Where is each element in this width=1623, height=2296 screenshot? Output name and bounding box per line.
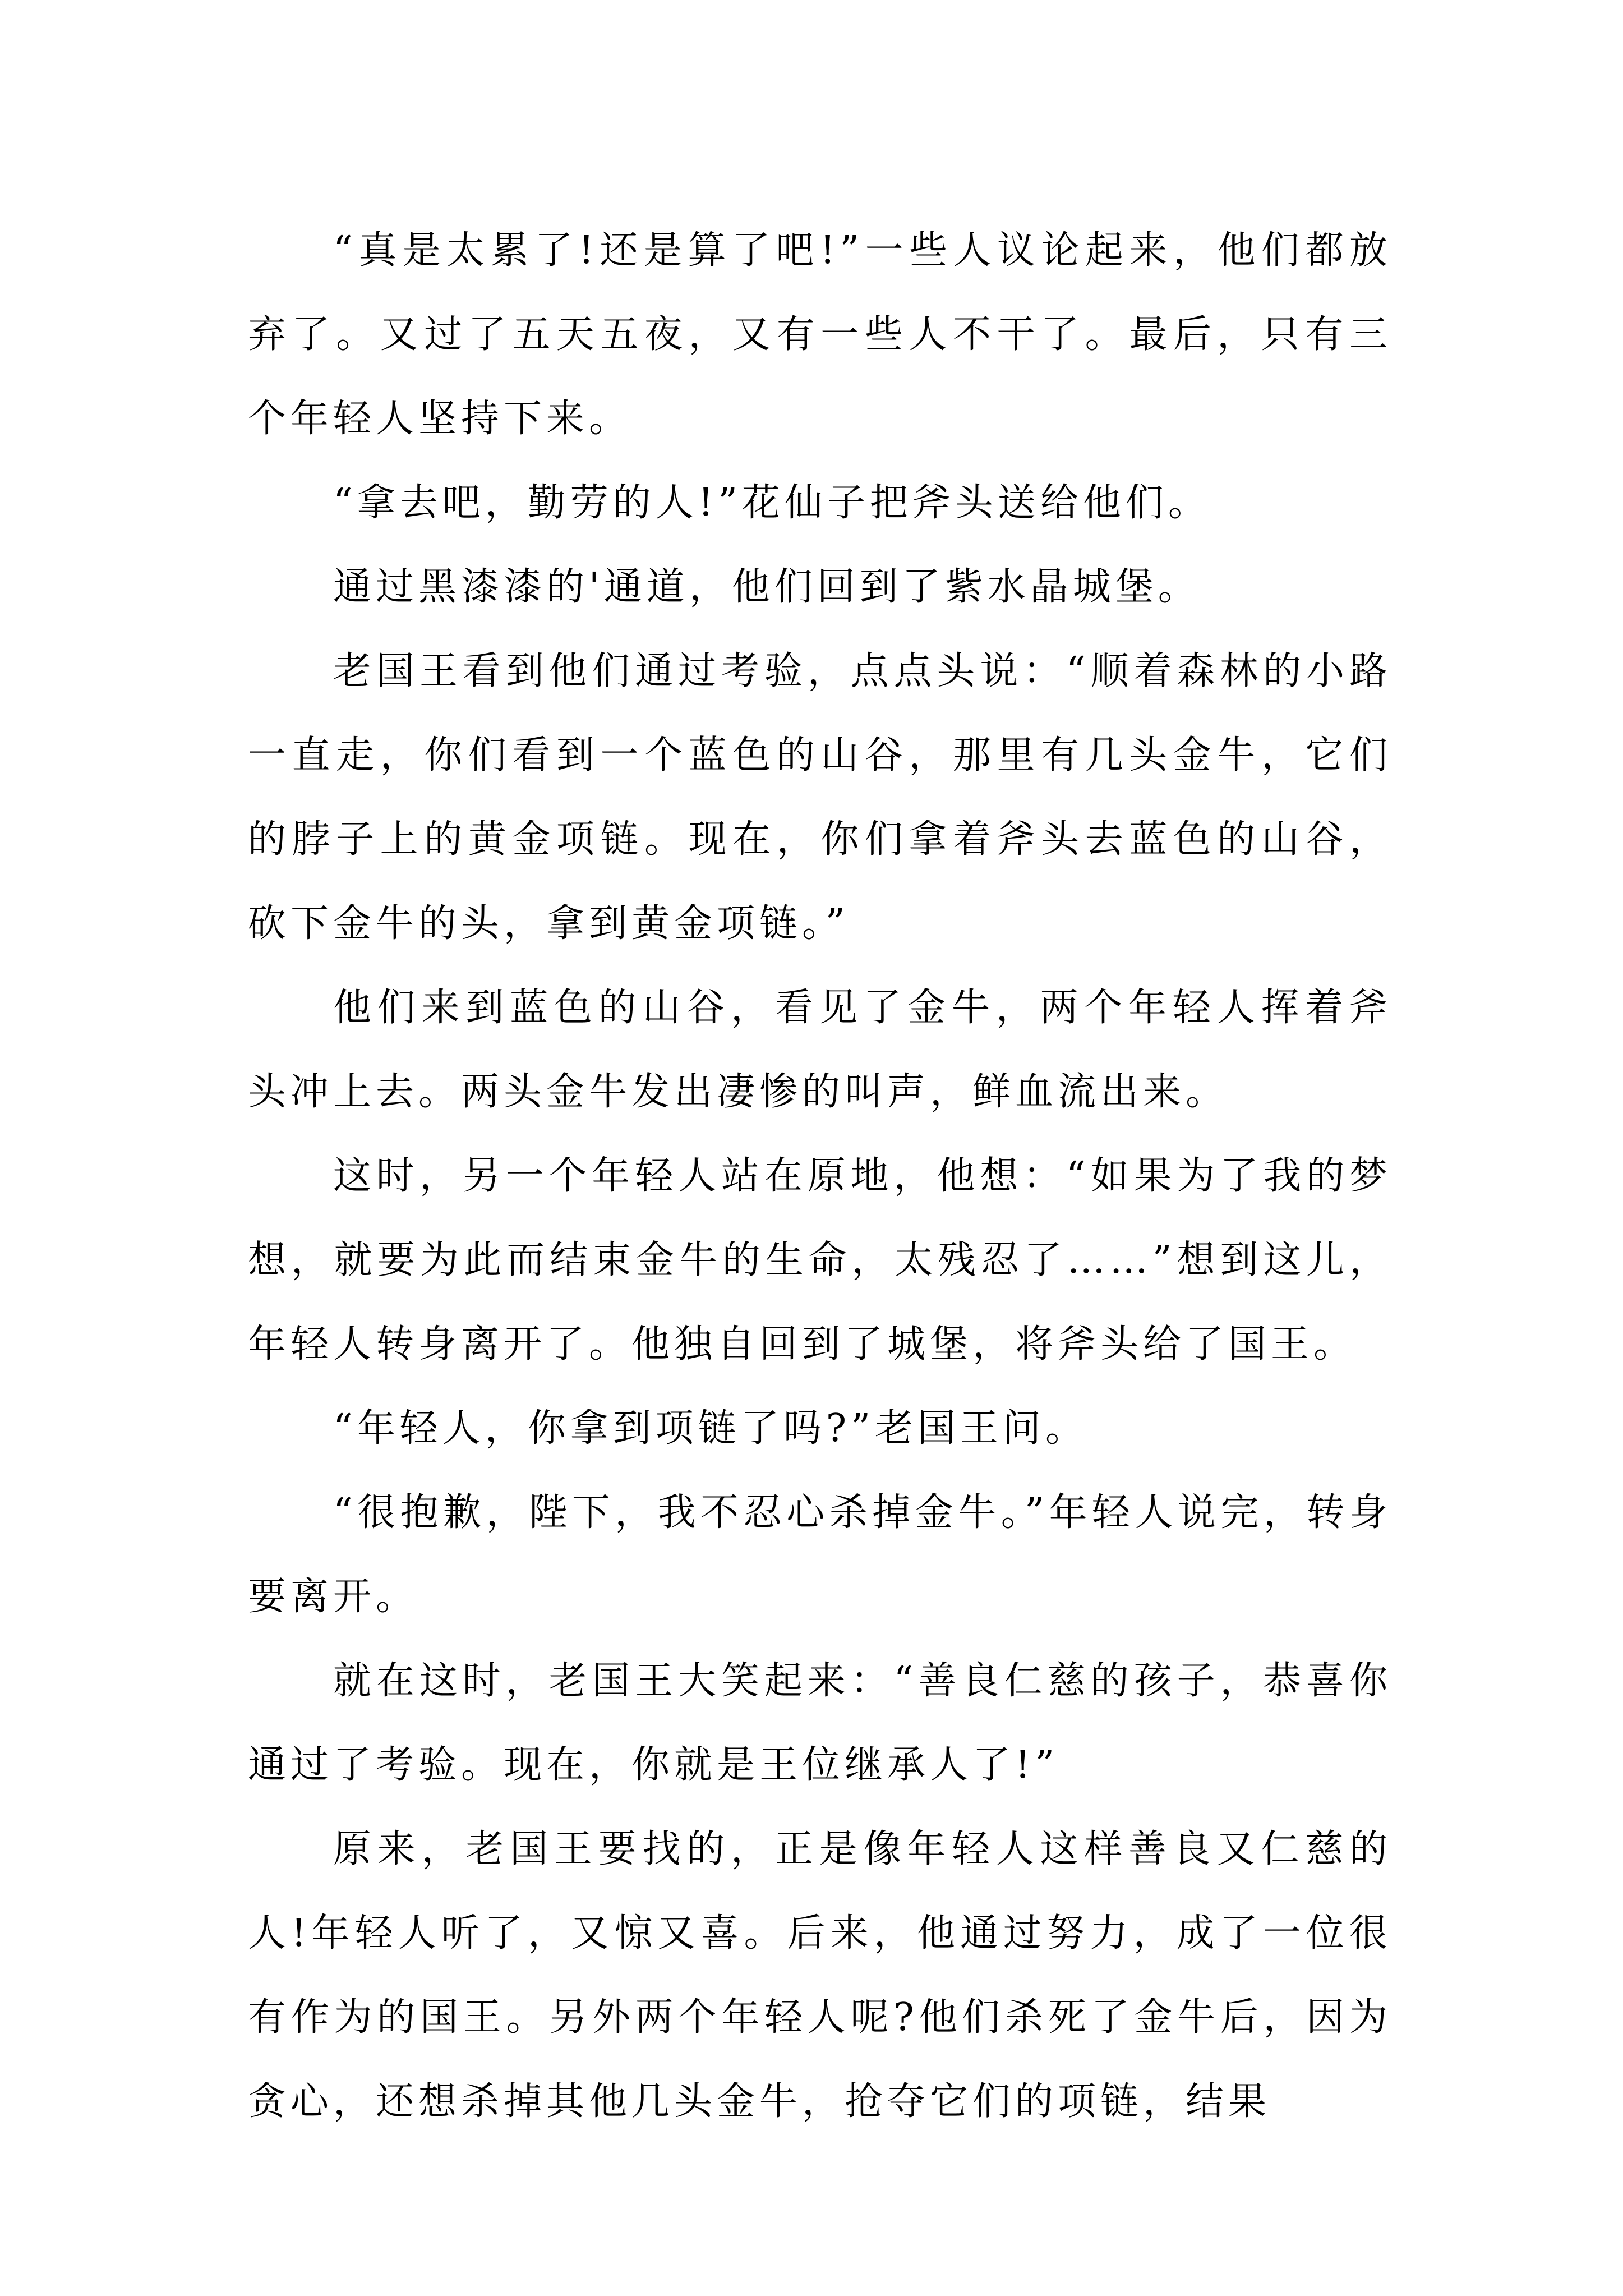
paragraph-1: “真是太累了!还是算了吧!”一些人议论起来，他们都放弃了。又过了五天五夜，又有一些人不干了。最后，只有三个年轻人坚持下来。 <box>248 228 1392 441</box>
paragraph-9: 就在这时，老国王大笑起来：“善良仁慈的孩子，恭喜你通过了考验。现在，你就是王位继承人了!” <box>248 1659 1392 1787</box>
paragraph-4: 老国王看到他们通过考验，点点头说：“顺着森林的小路一直走，你们看到一个蓝色的山谷，那里有几头金牛，它们的脖子上的黄金项链。现在，你们拿着斧头去蓝色的山谷，砍下金牛的头，拿到黄金项链。” <box>248 649 1392 946</box>
paragraph-7: “年轻人，你拿到项链了吗?”老国王问。 <box>333 1406 1088 1451</box>
paragraph-2: “拿去吧，勤劳的人!”花仙子把斧头送给他们。 <box>333 481 1211 525</box>
paragraph-3: 通过黑漆漆的'通道，他们回到了紫水晶城堡。 <box>333 565 1201 609</box>
story-text <box>248 209 1392 2144</box>
paragraph-10: 原来，老国王要找的，正是像年轻人这样善良又仁慈的人!年轻人听了，又惊又喜。后来，他通过努力，成了一位很有作为的国王。另外两个年轻人呢?他们杀死了金牛后，因为贪心，还想杀掉其他几头金牛，抢夺它们的项链，结果 <box>248 1827 1392 2124</box>
paragraph-6: 这时，另一个年轻人站在原地，他想：“如果为了我的梦想，就要为此而结束金牛的生命，太残忍了……”想到这儿，年轻人转身离开了。他独自回到了城堡，将斧头给了国王。 <box>248 1154 1392 1366</box>
paragraph-5: 他们来到蓝色的山谷，看见了金牛，两个年轻人挥着斧头冲上去。两头金牛发出凄惨的叫声，鲜血流出来。 <box>248 986 1392 1114</box>
paragraph-8: “很抱歉，陛下，我不忍心杀掉金牛。”年轻人说完，转身要离开。 <box>248 1490 1392 1619</box>
